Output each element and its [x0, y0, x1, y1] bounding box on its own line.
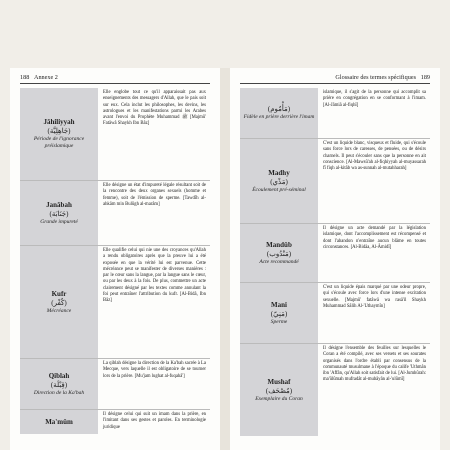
term-name: Mandûb — [266, 240, 292, 249]
left-page-header — [20, 73, 210, 84]
glossary-row — [240, 344, 430, 436]
term-arabic: (كُفْر) — [51, 298, 67, 307]
term-translation: Exemplaire du Coran — [255, 395, 303, 402]
glossary-row — [240, 283, 430, 344]
page-number: 189 — [420, 74, 430, 81]
glossary-table — [240, 88, 430, 436]
term-cell — [20, 246, 98, 358]
right-page-header — [240, 73, 430, 84]
term-name: Janâbah — [46, 200, 72, 209]
definition-cell: Il désigne celui qui suit un imam dans la prière, en l'imitant dans ses gestes et paroles. En terminologie juridique — [103, 412, 206, 430]
glossary-table — [20, 88, 210, 434]
definition-cell: Il désigne l'ensemble des feuilles sur lesquelles le Coran a été compilé, avec ses versets et ses sourates organisés dans l'ordre établi par consensus de la communauté musulmane à l'époque du calife 'Uthmân ibn 'Affân, qu'Allah soit satisfait de lui. [Al-Jumhûrah: ma'ûlûmah mufradât al-mubâyân al-'ulûmî] — [323, 346, 426, 383]
term-translation: Grande impureté — [40, 218, 78, 225]
term-cell — [20, 410, 98, 434]
glossary-row — [20, 359, 210, 410]
glossary-row — [240, 139, 430, 224]
definition-cell: C'est un liquide blanc, visqueux et fluide, qui s'écoule sans force lors de caresses, de pensées, ou de désirs charnels. Il peut s'écouler sans que la personne en ait conscience. [Al-Mawsû'ah al-fiqhiyyah al-muyassarah fî fiqh al-kitâb wa as-sunnah al-mutahharah] — [323, 141, 426, 172]
term-cell — [20, 88, 98, 180]
definition-cell: La qiblah désigne la direction de la Ka'bah sacrée à La Mecque, vers laquelle il est obligatoire de se tourner lors de la prière. [Mu'jam lughat al-fuqahâ'] — [103, 361, 206, 379]
glossary-row — [20, 88, 210, 181]
term-cell — [240, 344, 318, 436]
term-arabic: (مَأْمُوم) — [267, 105, 291, 113]
running-header: Annexe 2 — [34, 74, 58, 81]
glossary-row — [240, 224, 430, 283]
term-translation: Écoulement pré-séminal — [252, 186, 306, 193]
term-arabic: (قِبْلَة) — [50, 380, 68, 389]
term-cell — [240, 224, 318, 282]
term-arabic: (جَنَابَة) — [49, 209, 69, 218]
term-name: Qiblah — [48, 371, 70, 380]
term-cell — [20, 181, 98, 245]
term-translation: Sperme — [270, 318, 288, 325]
glossary-row — [20, 246, 210, 359]
definition-cell: islamique, il s'agit de la personne qui accomplit sa prière en congrégation en se conformant à l'imam. [Al-Jâmiâ al-fiqhî] — [323, 90, 426, 108]
term-cell — [240, 283, 318, 343]
term-name: Mani — [271, 300, 287, 309]
book-gutter — [220, 68, 230, 450]
term-translation: Direction de la Ka'bah — [33, 389, 85, 396]
glossary-row — [240, 88, 430, 139]
definition-cell: Il désigne un acte demandé par la législation islamique, dont l'accomplissement est récompensé et dont l'abandon n'entraîne aucun blâme en toutes circonstances. [Al-Bidâa, Al-Âmidî] — [323, 226, 426, 250]
term-cell — [240, 139, 318, 223]
term-arabic: (مَذْي) — [270, 177, 288, 186]
term-arabic: (مَنْدُوب) — [266, 249, 292, 258]
term-translation: Période de l'ignorance préislamique — [33, 136, 85, 149]
term-translation: Mécréance — [46, 307, 72, 314]
term-name: Ma'mûm — [45, 417, 73, 426]
term-translation: Fidèle en prière derrière l'imam — [243, 114, 315, 120]
term-cell — [20, 359, 98, 409]
term-arabic: (جَاهِلِيَّة) — [47, 127, 71, 135]
definition-cell: Elle désigne un état d'impureté légale résultant soit de la rencontre des deux organes sexuels (homme et femme), soit de l'émission de sperme. [Tawdîh al-ahkâm min Bulûgh al-marâm] — [103, 183, 206, 207]
definition-cell: Elle englobe tout ce qu'il apparaissait pas aux enseignements des messagers d'Allah, que le pais soit sur eux. Cela inclut les philosophes, les devins, les astrologues et les manifestations parmi les Arabes avant l'envoi du Prophète Muhammad ﷺ [Majmû' Fatâwâ Shaykh Ibn Bâz] — [103, 90, 206, 127]
term-translation: Acte recommandé — [259, 258, 299, 265]
glossary-row — [20, 181, 210, 246]
definition-cell: Elle qualifie celui qui nie une des croyances qu'Allah a rendu obligatoires après que la preuve lui a été exposée en que la vérité lui est parvenue. Cette mécréance peut se manifester de diverses manières : par le cœur sans la langue, par la langue sans le cœur, ou par les deux à la fois. De plus, commettre un acte clairement désigné par les textes comme annulant la foi peut entraîner l'attribution du kufr. [Al-Bidâ, Ibn Bâz] — [103, 248, 206, 304]
definition-cell: C'est un liquide épais marqué par une odeur propre, qui s'écoule avec force lors d'une intense excitation sexuelle. [Majmû' fatâwâ wa rasâ'il Shaykh Muhammad Sâlih Al-'Uthaymîn] — [323, 285, 426, 309]
left-page — [10, 68, 220, 450]
right-page — [230, 68, 440, 450]
term-cell — [240, 88, 318, 138]
term-name: Madhy — [268, 168, 290, 177]
running-header: Glossaire des termes spécifiques — [335, 74, 416, 81]
term-arabic: (مَنِيّ) — [270, 309, 288, 318]
glossary-row — [20, 410, 210, 434]
term-arabic: (مُصْحَف) — [265, 386, 293, 395]
term-name: Mushaf — [267, 377, 291, 386]
page-number: 188 — [20, 74, 30, 81]
term-name: Kufr — [51, 289, 67, 298]
term-name: Jâhiliyyah — [43, 118, 75, 126]
